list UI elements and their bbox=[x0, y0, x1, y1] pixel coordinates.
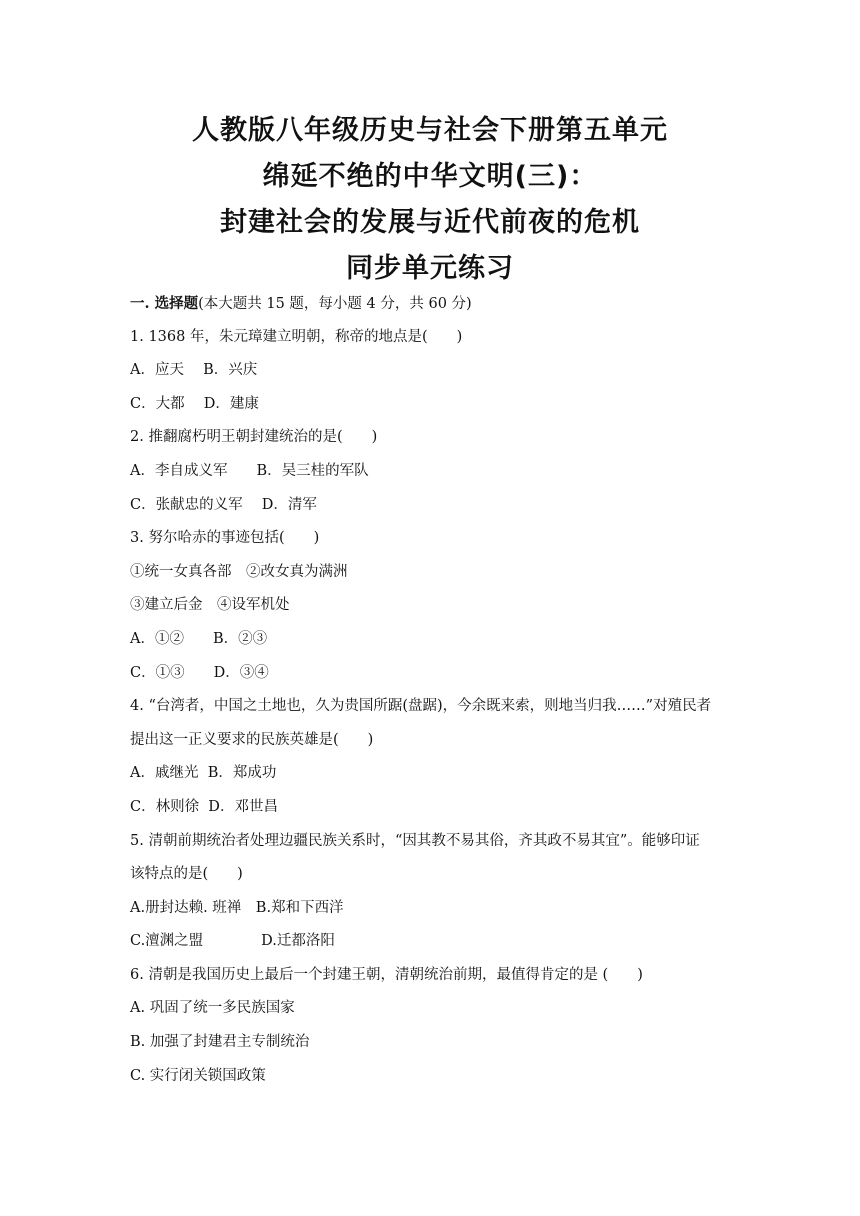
text-line: C．①③ D．③④ bbox=[130, 664, 269, 681]
text-line: 提出这一正义要求的民族英雄是( ) bbox=[130, 731, 374, 748]
text-line: A．①② B．②③ bbox=[130, 630, 268, 647]
section-heading bbox=[130, 287, 740, 321]
text-line: C．林则徐 D．邓世昌 bbox=[130, 798, 278, 815]
title-line-2: 绵延不绝的中华文明(三)： bbox=[262, 161, 598, 192]
text-line: 该特点的是( ) bbox=[130, 866, 243, 883]
title-line-4: 同步单元练习 bbox=[346, 253, 514, 284]
text-line: 1. 1368 年，朱元璋建立明朝，称帝的地点是( ) bbox=[130, 328, 463, 345]
section-heading-label: 一. 选择题 bbox=[130, 295, 199, 312]
text-line: A. 巩固了统一多民族国家 bbox=[130, 1000, 295, 1017]
text-line: C．大都 D．建康 bbox=[130, 395, 259, 412]
section-heading-info: (本大题共 15 题，每小题 4 分，共 60 分) bbox=[198, 296, 472, 312]
document-title bbox=[0, 108, 860, 292]
title-line-3: 封建社会的发展与近代前夜的危机 bbox=[220, 207, 640, 238]
text-line: ①统一女真各部 ②改女真为满洲 bbox=[130, 563, 348, 580]
text-line: 4. “台湾者，中国之土地也，久为贵国所踞(盘踞)，今余既来索，则地当归我……”对殖民者 bbox=[130, 698, 712, 715]
text-line: C.澶渊之盟 D.迁都洛阳 bbox=[130, 933, 335, 950]
text-line: 2. 推翻腐朽明王朝封建统治的是( ) bbox=[130, 429, 378, 446]
text-line: 5. 清朝前期统治者处理边疆民族关系时，“因其教不易其俗，齐其政不易其宜”。能够印证 bbox=[130, 832, 700, 849]
question-list bbox=[130, 287, 740, 1093]
text-line: 3. 努尔哈赤的事迹包括( ) bbox=[130, 530, 320, 547]
text-line: C．张献忠的义军 D．清军 bbox=[130, 496, 317, 513]
text-line: C. 实行闭关锁国政策 bbox=[130, 1067, 266, 1084]
text-line: ③建立后金 ④设军机处 bbox=[130, 597, 290, 614]
text-line: A．应天 B．兴庆 bbox=[130, 362, 258, 379]
text-line: A．李自成义军 B．吴三桂的军队 bbox=[130, 462, 369, 479]
text-line: A．戚继光 B．郑成功 bbox=[130, 765, 277, 782]
text-line: A.册封达赖. 班禅 B.郑和下西洋 bbox=[130, 899, 344, 916]
text-line: B. 加强了封建君主专制统治 bbox=[130, 1034, 310, 1051]
title-line-1: 人教版八年级历史与社会下册第五单元 bbox=[192, 115, 668, 146]
text-line: 6. 清朝是我国历史上最后一个封建王朝，清朝统治前期，最值得肯定的是 ( ) bbox=[130, 966, 643, 983]
